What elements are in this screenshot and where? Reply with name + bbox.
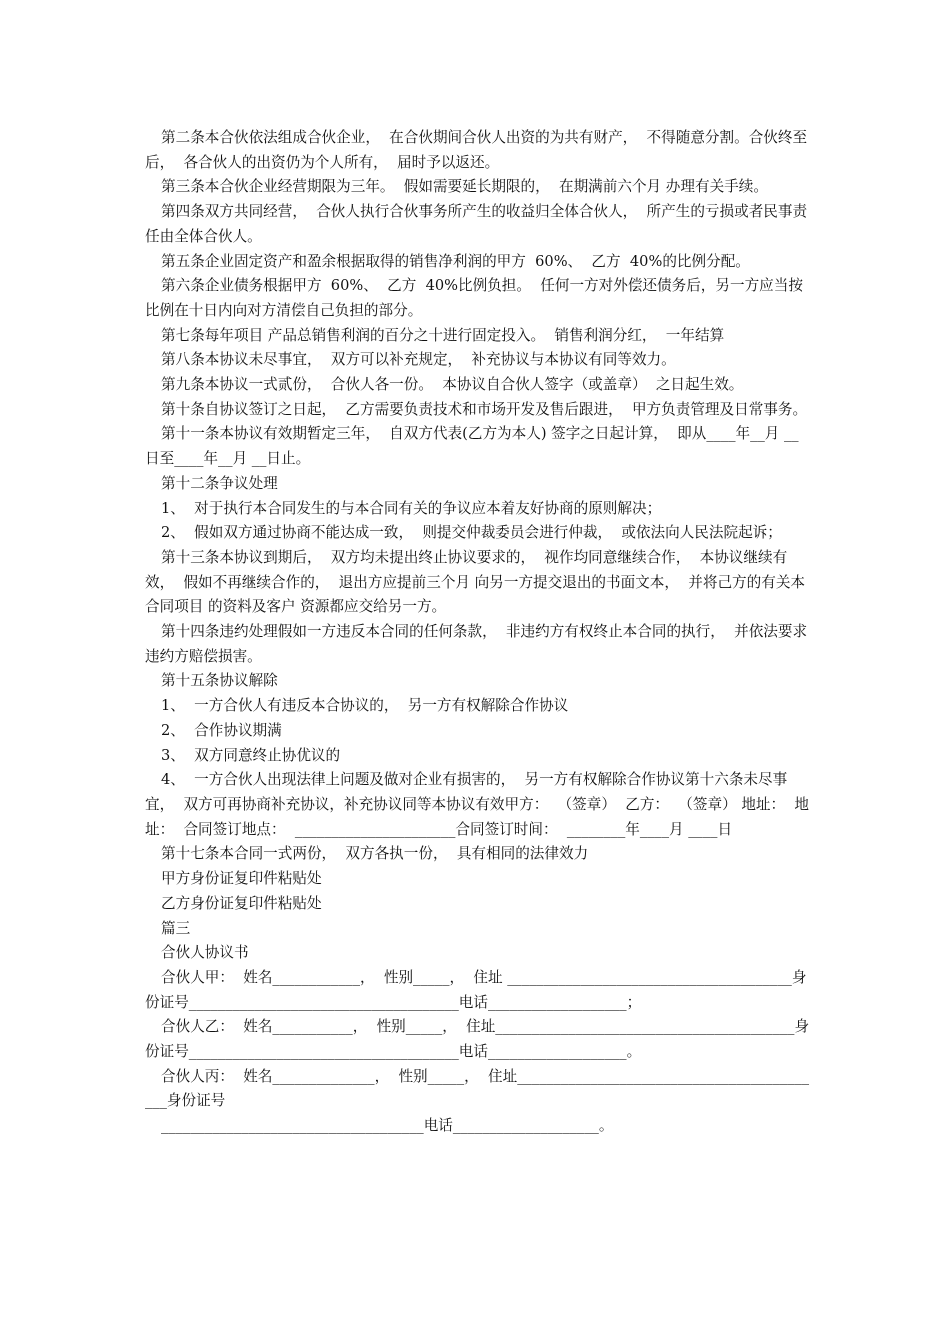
paragraph-article-9: 第九条本协议一式贰份， 合伙人各一份。 本协议自合伙人签字（或盖章） 之日起生效。 [161,376,744,394]
paragraph-article-10: 第十条自协议签订之日起， 乙方需要负责技术和市场开发及售后跟进， 甲方负责管理及日常事务。 [161,400,808,418]
paragraph-article-11: 第十一条本协议有效期暂定三年， 自双方代表(乙方为本人) 签字之日起计算， 即从____年__月 __日至____年__月 __日止。 [145,425,799,468]
paragraph-article-12-item-2: 2、 假如双方通过协商不能达成一致， 则提交仲裁委员会进行仲裁， 或依法向人民法院起诉； [161,524,782,542]
partner-c-phone-line: ____________________________________电话____________________。 [161,1117,614,1135]
paragraph-article-15-item-1: 1、 一方合伙人有违反本合协议的， 另一方有权解除合作协议 [161,697,569,715]
paragraph-article-12-item-1: 1、 对于执行本合同发生的与本合同有关的争议应本着友好协商的原则解决； [161,499,662,517]
paragraph-article-8: 第八条本协议未尽事宜， 双方可以补充规定， 补充协议与本协议有同等效力。 [161,351,676,369]
paragraph-article-3: 第三条本合伙企业经营期限为三年。 假如需要延长期限的， 在期满前六个月 办理有关手续。 [161,178,768,196]
document-page [145,126,810,1139]
paragraph-id-copy-party-a: 甲方身份证复印件粘贴处 [161,870,322,888]
paragraph-article-14: 第十四条违约处理假如一方违反本合同的任何条款， 非违约方有权终止本合同的执行， 并依法要求违约方赔偿损害。 [145,623,808,665]
paragraph-article-12-heading: 第十二条争议处理 [161,474,278,492]
paragraph-article-6: 第六条企业债务根据甲方 60%、 乙方 40%比例负担。 任何一方对外偿还债务后，另一方应当按比例在十日内向对方清偿自己负担的部分。 [145,277,803,319]
paragraph-article-15-heading: 第十五条协议解除 [161,672,278,690]
paragraph-article-2: 第二条本合伙依法组成合伙企业， 在合伙期间合伙人出资的为共有财产， 不得随意分割。合伙终至后， 各合伙人的出资仍为个人所有， 届时予以返还。 [145,129,808,171]
paragraph-id-copy-party-b: 乙方身份证复印件粘贴处 [161,894,322,912]
paragraph-article-13: 第十三条本协议到期后， 双方均未提出终止协议要求的， 视作均同意继续合作， 本协议继续有效， 假如不再继续合作的， 退出方应提前三个月 向另一方提交退出的书面文本， 并将己方的有关本合同项目 的资料及客户 资源都应交给另一方。 [145,548,806,616]
paragraph-article-4: 第四条双方共同经营， 合伙人执行合伙事务所产生的收益归全体合伙人， 所产生的亏损或者民事责任由全体合伙人。 [145,203,808,245]
paragraph-article-5: 第五条企业固定资产和盈余根据取得的销售净利润的甲方 60%、 乙方 40%的比例分配。 [161,252,750,270]
paragraph-article-15-item-3: 3、 双方同意终止协优议的 [161,746,341,764]
section-heading: 篇三 [161,919,191,937]
partner-a-info: 合伙人甲： 姓名____________， 性别_____， 住址 _______________________________________身份证号_____________________________________电话___________________； [145,968,807,1011]
document-title: 合伙人协议书 [161,944,249,962]
paragraph-article-7: 第七条每年项目 产品总销售利润的百分之十进行固定投入。 销售利润分红， 一年结算 [161,326,725,344]
paragraph-article-15-item-2: 2、 合作协议期满 [161,721,282,739]
partner-b-info: 合伙人乙： 姓名___________， 性别_____， 住址_________________________________________身份证号_____________________________________电话___________________。 [145,1018,810,1061]
paragraph-article-17: 第十七条本合同一式两份， 双方各执一份， 具有相同的法律效力 [161,845,589,863]
partner-c-info: 合伙人丙： 姓名______________， 性别_____， 住址___________________________________________身份证号 [145,1067,810,1110]
paragraph-article-15-item-4: 4、 一方合伙人出现法律上问题及做对企业有损害的， 另一方有权解除合作协议第十六条未尽事宜， 双方可再协商补充协议，补充协议同等本协议有效甲方： （签章） 乙方： （签章） 地址： 地址： 合同签订地点： ______________________合同签订时间： ________年____月 ____日 [145,771,809,838]
